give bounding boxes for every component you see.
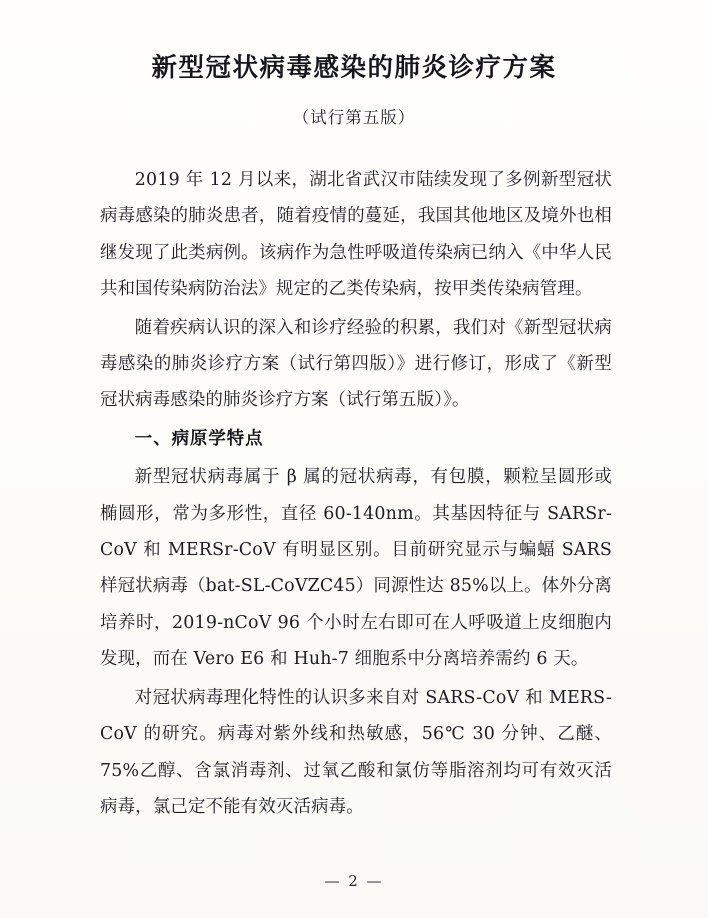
- document-body: [0, 128, 708, 825]
- page-title: 新型冠状病毒感染的肺炎诊疗方案: [151, 53, 557, 83]
- paragraph: 随着疾病认识的深入和诊疗经验的积累，我们对《新型冠状病毒感染的肺炎诊疗方案（试行第四版）》进行修订，形成了《新型冠状病毒感染的肺炎诊疗方案（试行第五版）》。: [100, 317, 612, 411]
- section-heading: 一、病原学特点: [134, 428, 264, 449]
- document-subtitle: （试行第五版）: [292, 108, 416, 127]
- paragraph: 2019 年 12 月以来，湖北省武汉市陆续发现了多例新型冠状病毒感染的肺炎患者，随着疫情的蔓延，我国其他地区及境外也相继发现了此类病例。该病作为急性呼吸道传染病已纳入《中华人民共和国传染病防治法》规定的乙类传染病，按甲类传染病管理。: [100, 170, 612, 300]
- page-number: — 2 —: [324, 872, 384, 890]
- paragraph: 新型冠状病毒属于 β 属的冠状病毒，有包膜，颗粒呈圆形或椭圆形，常为多形性，直径 60-140nm。其基因特征与 SARSr-CoV 和 MERSr-CoV 有明显区别。目前研究显示与蝙蝠 SARS 样冠状病毒（bat-SL-CoVZC45）同源性达 85%以上。体外分离培养时，2019-nCoV 96 个小时左右即可在人呼吸道上皮细胞内发现，而在 Vero E6 和 Huh-7 细胞系中分离培养需约 6 天。: [100, 467, 612, 670]
- paragraph: 对冠状病毒理化特性的认识多来自对 SARS-CoV 和 MERS-CoV 的研究。病毒对紫外线和热敏感，56℃ 30 分钟、乙醚、75%乙醇、含氯消毒剂、过氧乙酸和氯仿等脂溶剂均可有效灭活病毒，氯己定不能有效灭活病毒。: [100, 687, 612, 817]
